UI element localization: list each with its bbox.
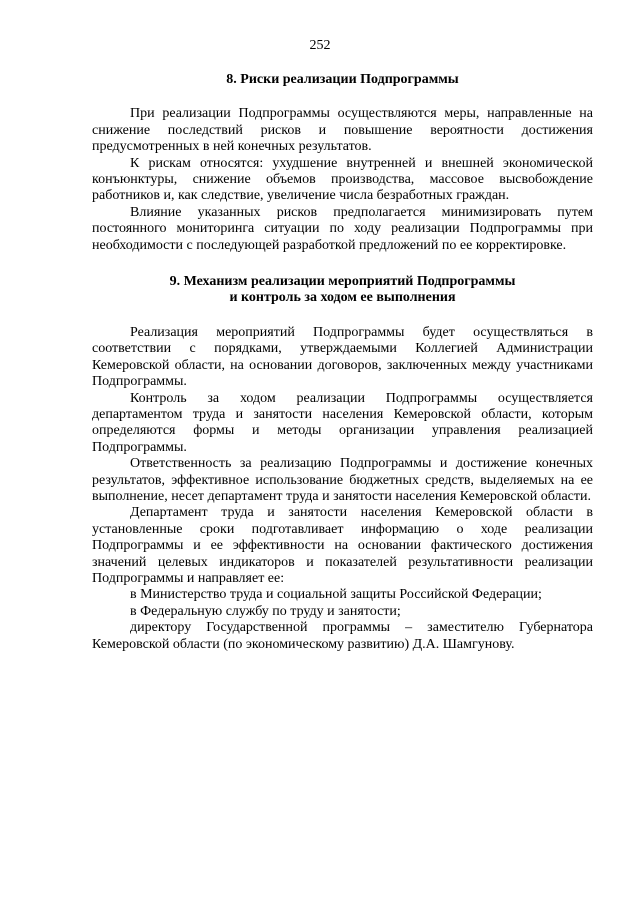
section-9-paragraph-3: Ответственность за реализацию Подпрограммы и достижение конечных результатов, эффективное использование бюджетных средств, выделяемых на ее выполнение, несет департамент труда и занятости населения Кемеровской области. [92, 456, 593, 504]
section-9-paragraph-1: Реализация мероприятий Подпрограммы будет осуществляться в соответствии с порядками, утверждаемыми Коллегией Администрации Кемеровской области, на основании договоров, заключенных между участниками Подпрограммы. [92, 324, 593, 390]
section-9-list-item-3: директору Государственной программы – заместителю Губернатора Кемеровской области (по экономическому развитию) Д.А. Шамгунову. [92, 620, 593, 652]
section-9-list-item-2: в Федеральную службу по труду и занятости; [130, 603, 401, 619]
section-8-paragraph-2: К рискам относятся: ухудшение внутренней и внешней экономической конъюнктуры, снижение объемов производства, массовое высвобождение работников и, как следствие, увеличение числа безработных граждан. [92, 155, 593, 204]
section-9-paragraph-4: Департамент труда и занятости населения Кемеровской области в установленные сроки подготавливает информацию о ходе реализации Подпрограммы и ее эффективности на основании фактического достижения значений целевых индикаторов и показателей результативности реализации Подпрограммы и направляет ее: [92, 505, 593, 586]
section-8-title-line: 8. Риски реализации Подпрограммы [226, 72, 459, 87]
section-9-title [92, 274, 593, 307]
page-content [92, 72, 593, 653]
section-8-title [92, 72, 593, 88]
section-9-list-item-1: в Министерство труда и социальной защиты Российской Федерации; [130, 587, 542, 603]
section-9-title-line-2: и контроль за ходом ее выполнения [229, 290, 456, 306]
section-9-paragraph-2: Контроль за ходом реализации Подпрограммы осуществляется департаментом труда и занятости населения Кемеровской области, которым определяются формы и методы организации управления реализацией Подпрограммы. [92, 390, 593, 455]
page-number: 252 [309, 38, 331, 53]
section-8-paragraph-1: При реализации Подпрограммы осуществляются меры, направленные на снижение последствий рисков и повышение вероятности достижения предусмотренных в ней конечных результатов. [92, 106, 593, 155]
section-8-paragraph-3: Влияние указанных рисков предполагается минимизировать путем постоянного мониторинга ситуации по ходу реализации Подпрограммы при необходимости с последующей разработкой предложений по ее корректировке. [92, 204, 593, 253]
section-9-title-line-1: 9. Механизм реализации мероприятий Подпрограммы [169, 274, 516, 290]
